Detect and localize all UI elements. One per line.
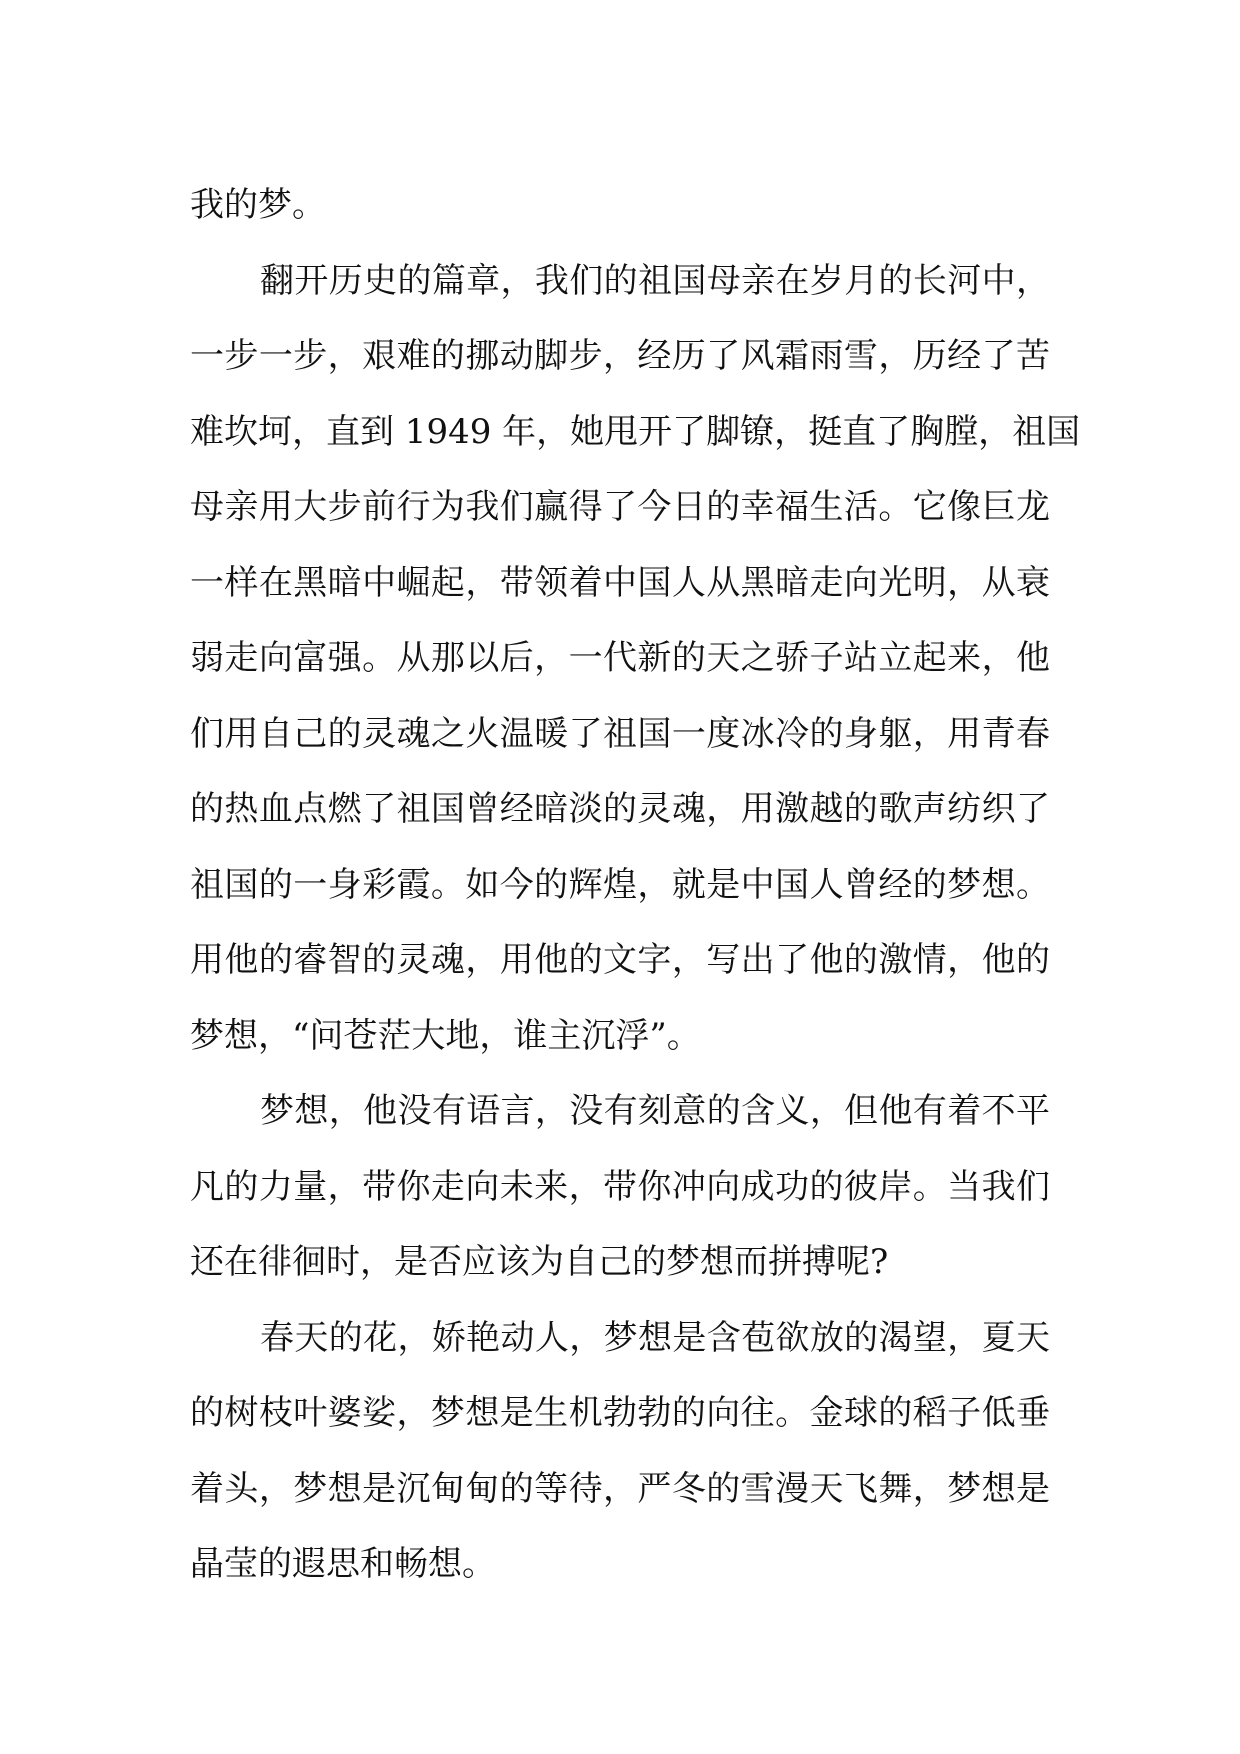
document-body <box>190 168 1081 1603</box>
text-line: 用他的睿智的灵魂，用他的文字，写出了他的激情，他的 <box>190 940 1050 980</box>
text-line: 祖国的一身彩霞。如今的辉煌，就是中国人曾经的梦想。 <box>190 864 1050 905</box>
text-line: 还在徘徊时，是否应该为自己的梦想而拼搏呢? <box>190 1242 889 1282</box>
text-line: 着头，梦想是沉甸甸的等待，严冬的雪漫天飞舞，梦想是 <box>190 1468 1050 1509</box>
text-line: 翻开历史的篇章，我们的祖国母亲在岁月的长河中， <box>260 260 1050 301</box>
text-line: 一步一步，艰难的挪动脚步，经历了风霜雨雪，历经了苦 <box>190 336 1050 376</box>
text-line: 我的梦。 <box>190 185 326 225</box>
text-line: 母亲用大步前行为我们赢得了今日的幸福生活。它像巨龙 <box>190 487 1050 527</box>
text-line: 弱走向富强。从那以后，一代新的天之骄子站立起来，他 <box>190 638 1050 678</box>
text-line: 们用自己的灵魂之火温暖了祖国一度冰冷的身躯，用青春 <box>190 713 1050 754</box>
text-line: 梦想，“问苍茫大地，谁主沉浮”。 <box>190 1015 701 1056</box>
text-line: 的热血点燃了祖国曾经暗淡的灵魂，用激越的歌声纺织了 <box>190 789 1050 829</box>
text-line: 梦想，他没有语言，没有刻意的含义，但他有着不平 <box>260 1091 1050 1131</box>
text-line: 难坎坷，直到 1949 年，她甩开了脚镣，挺直了胸膛，祖国 <box>190 411 1081 452</box>
text-line: 的树枝叶婆娑，梦想是生机勃勃的向往。金球的稻子低垂 <box>190 1393 1050 1433</box>
text-line: 凡的力量，带你走向未来，带你冲向成功的彼岸。当我们 <box>190 1166 1050 1207</box>
text-line: 晶莹的遐思和畅想。 <box>190 1544 496 1584</box>
text-line: 一样在黑暗中崛起，带领着中国人从黑暗走向光明，从衰 <box>190 562 1050 603</box>
text-line: 春天的花，娇艳动人，梦想是含苞欲放的渴望，夏天 <box>260 1317 1050 1358</box>
